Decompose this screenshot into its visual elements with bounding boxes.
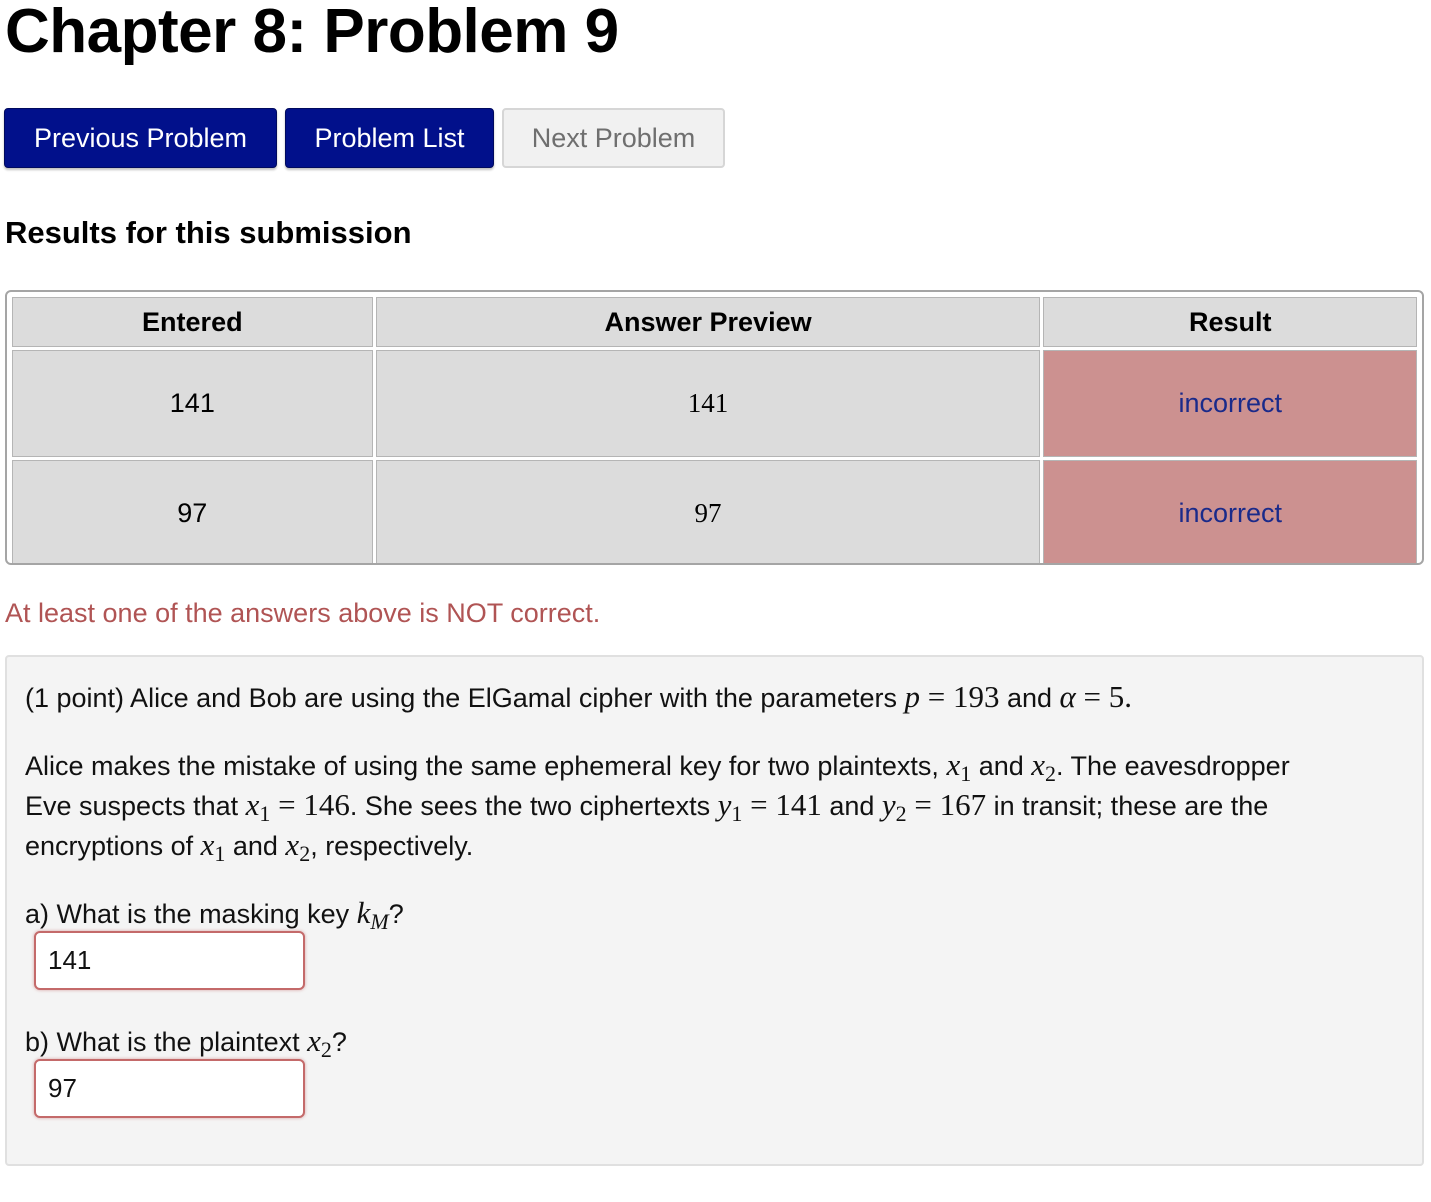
math-p-value: = 193	[919, 679, 1000, 714]
problem-statement-panel	[5, 655, 1424, 1166]
intro-text: (1 point) Alice and Bob are using the ElGamal cipher with the parameters	[25, 683, 905, 713]
math-subscript: 2	[299, 841, 311, 866]
next-problem-button[interactable]: Next Problem	[502, 108, 725, 168]
math-x: x	[200, 827, 215, 862]
math-subscript: 2	[895, 801, 907, 826]
math-x: x	[946, 747, 961, 782]
math-k: k	[356, 895, 371, 930]
math-subscript: 1	[960, 761, 972, 786]
results-table-container	[5, 290, 1424, 565]
math-subscript: M	[370, 909, 389, 934]
math-subscript: 1	[259, 801, 271, 826]
text-fragment: in transit; these are the	[986, 791, 1269, 821]
question-mark: ?	[388, 899, 404, 929]
math-alpha-value: = 5.	[1075, 679, 1133, 714]
math-subscript: 1	[731, 801, 743, 826]
result-cell: incorrect	[1043, 460, 1417, 565]
text-fragment: and	[821, 791, 882, 821]
math-alpha: α	[1059, 679, 1076, 714]
math-y: y	[717, 787, 732, 822]
problem-intro-line	[25, 677, 1132, 718]
question-text: a) What is the masking key	[25, 899, 357, 929]
math-subscript: 2	[320, 1037, 332, 1062]
text-fragment: , respectively.	[310, 831, 474, 861]
question-mark: ?	[331, 1027, 347, 1057]
answer-b-input[interactable]	[34, 1059, 305, 1118]
table-header-row	[12, 297, 1417, 347]
math-value: = 167	[906, 787, 987, 822]
results-heading: Results for this submission	[5, 215, 412, 250]
question-text: b) What is the plaintext	[25, 1027, 308, 1057]
column-header-entered: Entered	[12, 297, 373, 347]
math-x: x	[1031, 747, 1046, 782]
results-table	[9, 294, 1420, 565]
math-value: = 141	[742, 787, 822, 822]
page-title: Chapter 8: Problem 9	[5, 0, 619, 66]
math-x: x	[285, 827, 300, 862]
table-row	[12, 350, 1417, 457]
math-subscript: 2	[1045, 761, 1057, 786]
text-fragment: and	[225, 831, 286, 861]
problem-list-button[interactable]: Problem List	[285, 108, 494, 168]
problem-navigation	[4, 108, 725, 168]
math-y: y	[881, 787, 896, 822]
math-x: x	[245, 787, 260, 822]
text-fragment: encryptions of	[25, 831, 201, 861]
and-text: and	[999, 683, 1060, 713]
math-value: = 146	[270, 787, 350, 822]
column-header-result: Result	[1043, 297, 1417, 347]
answer-preview-cell: 97	[376, 460, 1041, 565]
incorrect-answers-message: At least one of the answers above is NOT correct.	[5, 598, 601, 628]
text-fragment: Eve suspects that	[25, 791, 246, 821]
previous-problem-button[interactable]: Previous Problem	[4, 108, 277, 168]
entered-cell: 97	[12, 460, 373, 565]
table-row	[12, 460, 1417, 565]
text-fragment: . The eavesdropper	[1056, 751, 1290, 781]
column-header-answer-preview: Answer Preview	[376, 297, 1041, 347]
text-fragment: and	[971, 751, 1032, 781]
math-subscript: 1	[214, 841, 226, 866]
answer-preview-cell: 141	[376, 350, 1041, 457]
math-x: x	[307, 1023, 321, 1058]
text-fragment: Alice makes the mistake of using the same ephemeral key for two plaintexts,	[25, 751, 947, 781]
result-cell: incorrect	[1043, 350, 1417, 457]
text-fragment: . She sees the two ciphertexts	[349, 791, 718, 821]
math-p: p	[904, 679, 920, 714]
problem-paragraph-line-3	[25, 825, 473, 874]
entered-cell: 141	[12, 350, 373, 457]
answer-a-input[interactable]	[34, 931, 305, 990]
